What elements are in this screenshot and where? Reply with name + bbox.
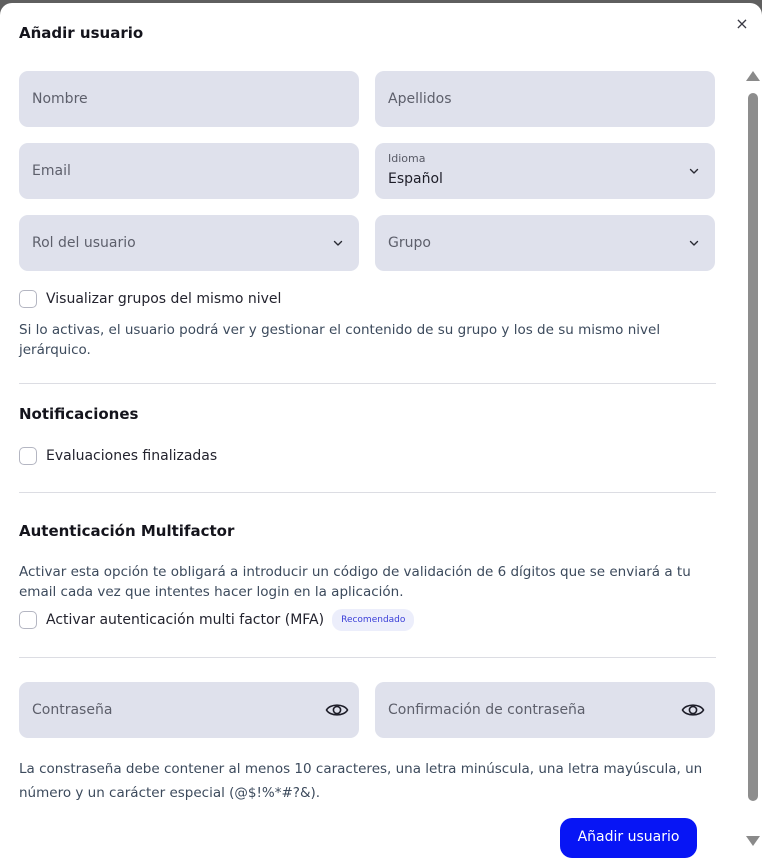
grupo-select[interactable] [375, 215, 715, 271]
password-help-text: La constraseña debe contener al menos 10 caracteres, una letra minúscula, una letra mayúscula, un número y un carácter especial (@$!%*#?&). [19, 761, 703, 801]
scroll-thumb[interactable] [748, 93, 758, 801]
scroll-down-arrow-icon[interactable] [746, 836, 760, 846]
add-user-modal [0, 3, 762, 859]
divider [19, 383, 716, 384]
notifications-option-label: Evaluaciones finalizadas [46, 448, 218, 464]
nombre-field[interactable] [19, 71, 359, 127]
divider [19, 492, 716, 493]
password-field[interactable] [19, 682, 359, 738]
apellidos-field[interactable] [375, 71, 715, 127]
mfa-option-row[interactable] [19, 609, 414, 631]
groups-checkbox[interactable] [19, 290, 37, 308]
idioma-label: Idioma [388, 152, 426, 165]
mfa-title: Autenticación Multifactor [19, 522, 235, 540]
groups-help-text: Si lo activas, el usuario podrá ver y gestionar el contenido de su grupo y los de su mismo nivel jerárquico. [19, 322, 661, 358]
divider [19, 657, 716, 658]
nombre-placeholder: Nombre [32, 91, 88, 107]
email-placeholder: Email [32, 163, 71, 179]
groups-option-row[interactable] [19, 290, 281, 308]
recommended-badge: Recomendado [332, 609, 414, 631]
password-confirm-placeholder: Confirmación de contraseña [388, 702, 586, 718]
idioma-select[interactable] [375, 143, 715, 199]
add-user-button[interactable]: Añadir usuario [560, 818, 697, 858]
notifications-option-row[interactable] [19, 447, 217, 465]
eye-icon[interactable] [325, 699, 349, 721]
rol-select[interactable] [19, 215, 359, 271]
chevron-down-icon [689, 166, 699, 176]
groups-option-label: Visualizar grupos del mismo nivel [46, 291, 282, 307]
password-placeholder: Contraseña [32, 702, 113, 718]
password-confirm-field[interactable] [375, 682, 715, 738]
scrollbar[interactable] [746, 71, 758, 846]
mfa-help-text: Activar esta opción te obligará a introducir un código de validación de 6 dígitos que se enviará a tu email cada vez que intentes hacer login en la aplicación. [19, 564, 691, 600]
notifications-title: Notificaciones [19, 405, 139, 423]
email-field[interactable] [19, 143, 359, 199]
eye-icon[interactable] [681, 699, 705, 721]
chevron-down-icon [689, 238, 699, 248]
idioma-value: Español [388, 171, 443, 187]
apellidos-placeholder: Apellidos [388, 91, 452, 107]
chevron-down-icon [333, 238, 343, 248]
grupo-placeholder: Grupo [388, 235, 431, 251]
modal-title: Añadir usuario [19, 24, 144, 42]
close-icon[interactable]: × [735, 14, 749, 33]
rol-placeholder: Rol del usuario [32, 235, 136, 251]
mfa-option-label: Activar autenticación multi factor (MFA) [46, 612, 325, 628]
notifications-checkbox[interactable] [19, 447, 37, 465]
scroll-up-arrow-icon[interactable] [746, 71, 760, 81]
mfa-checkbox[interactable] [19, 611, 37, 629]
